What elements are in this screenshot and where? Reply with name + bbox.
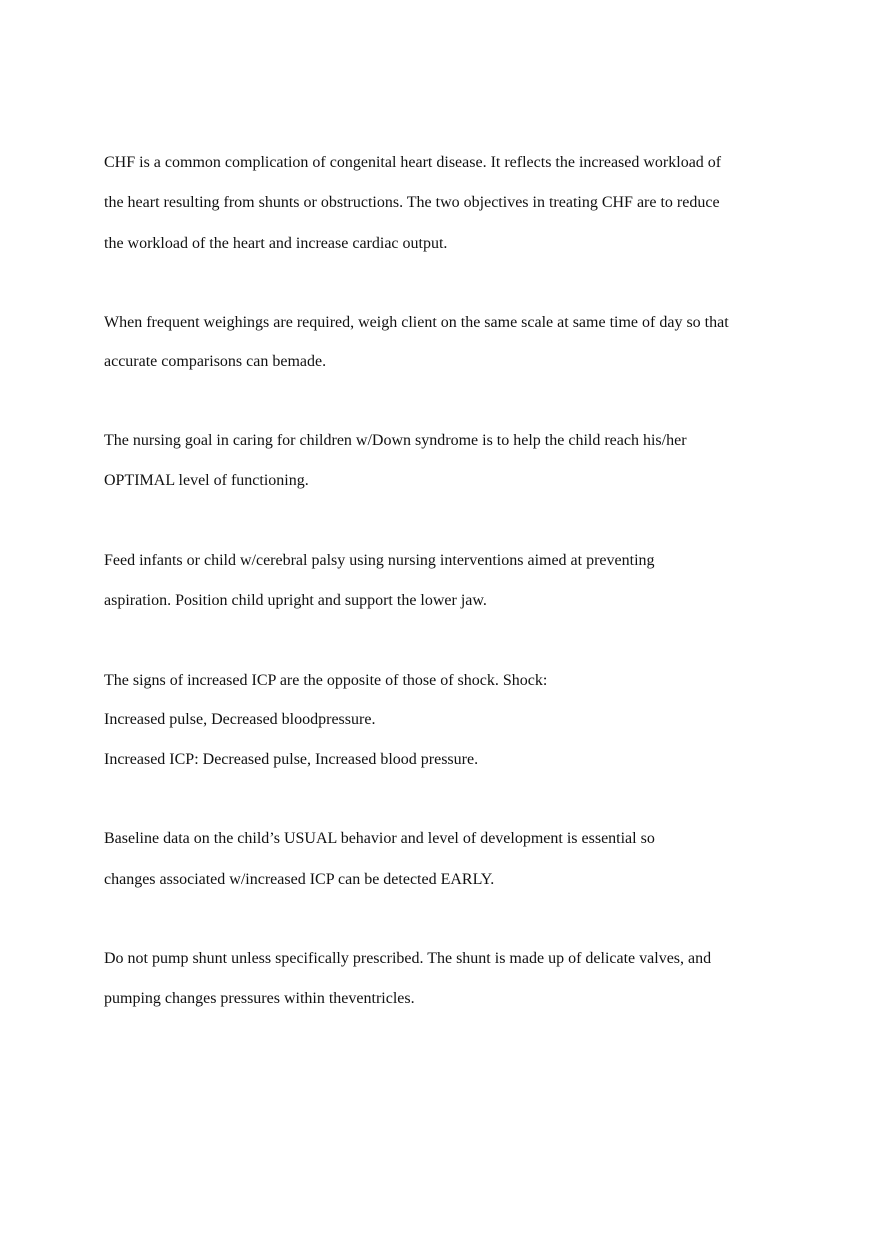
paragraph-6-line-1: Baseline data on the child’s USUAL behavior and level of development is essential so — [104, 830, 655, 847]
paragraph-7-line-2: pumping changes pressures within theventricles. — [104, 990, 415, 1007]
paragraph-1-line-1: CHF is a common complication of congenital heart disease. It reflects the increased workload of — [104, 154, 722, 171]
paragraph-2-line-2: accurate comparisons can bemade. — [104, 353, 327, 370]
paragraph-5-line-2: Increased pulse, Decreased bloodpressure. — [104, 711, 376, 728]
paragraph-1-line-2: the heart resulting from shunts or obstructions. The two objectives in treating CHF are to reduce — [104, 194, 720, 211]
paragraph-4-line-1: Feed infants or child w/cerebral palsy using nursing interventions aimed at preventing — [104, 552, 655, 569]
paragraph-5-line-1: The signs of increased ICP are the opposite of those of shock. Shock: — [104, 672, 548, 689]
paragraph-3-line-1: The nursing goal in caring for children w/Down syndrome is to help the child reach his/her — [104, 432, 687, 449]
paragraph-3-line-2: OPTIMAL level of functioning. — [104, 472, 309, 489]
paragraph-1-line-3: the workload of the heart and increase cardiac output. — [104, 235, 448, 252]
paragraph-5-line-3: Increased ICP: Decreased pulse, Increased blood pressure. — [104, 751, 479, 768]
paragraph-6-line-2: changes associated w/increased ICP can be detected EARLY. — [104, 871, 495, 888]
paragraph-2-line-1: When frequent weighings are required, weigh client on the same scale at same time of day so that — [104, 314, 729, 331]
paragraph-4-line-2: aspiration. Position child upright and support the lower jaw. — [104, 592, 487, 609]
paragraph-7-line-1: Do not pump shunt unless specifically prescribed. The shunt is made up of delicate valves, and — [104, 950, 712, 967]
